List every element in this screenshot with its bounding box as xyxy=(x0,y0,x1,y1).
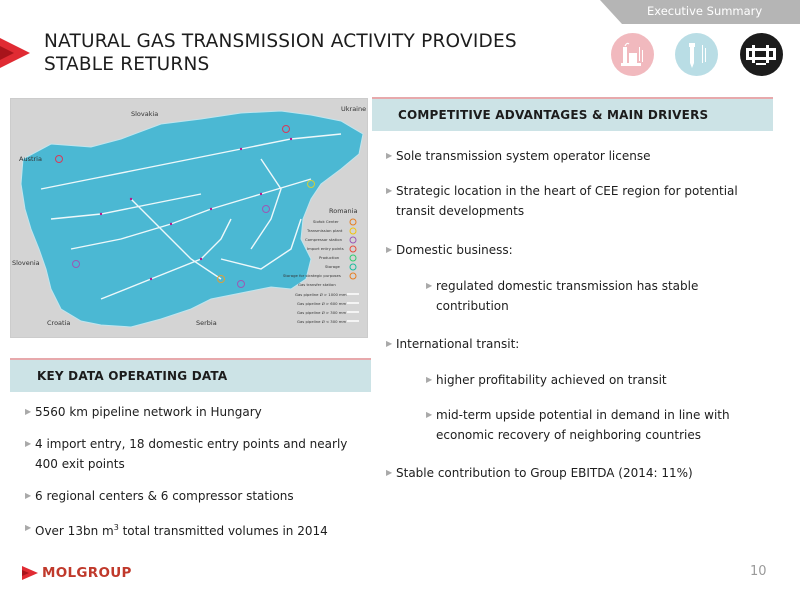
logo-text: MOLGROUP xyxy=(42,565,132,581)
page-title xyxy=(44,30,584,76)
map-label-romania: Romania xyxy=(329,207,358,215)
bullet-arrow-icon: ▶ xyxy=(426,410,433,419)
bullet-arrow-icon: ▶ xyxy=(426,281,433,290)
bullet-arrow-icon: ▶ xyxy=(426,375,433,384)
volumes-superscript: 3 xyxy=(113,523,119,532)
bullet-arrow-icon: ▶ xyxy=(25,439,32,448)
bullet-arrow-icon: ▶ xyxy=(386,339,393,348)
bullet-arrow-icon: ▶ xyxy=(386,468,393,477)
tab-label: Executive Summary xyxy=(647,4,763,18)
legend-item: Gas pipeline Ø > 600 mm xyxy=(297,301,347,306)
legend-item: Storage xyxy=(325,264,340,269)
bullet-arrow-icon: ▶ xyxy=(25,491,32,500)
volumes-text-pre: Over 13bn m xyxy=(35,524,114,538)
title-line-1: NATURAL GAS TRANSMISSION ACTIVITY PROVIDES xyxy=(44,31,517,52)
legend-item: Gas pipeline Ø > 1000 mm xyxy=(295,292,347,297)
legend-item: Transmission plant xyxy=(307,228,343,233)
legend-item: Compressor station xyxy=(305,237,343,242)
map-label-slovenia: Slovenia xyxy=(12,259,40,267)
key-data-header xyxy=(10,358,371,392)
section-heading: COMPETITIVE ADVANTAGES & MAIN DRIVERS xyxy=(398,108,709,122)
bullet-international-transit: ▶ International transit: xyxy=(386,334,776,354)
pipeline-icon[interactable] xyxy=(740,33,783,76)
map-label-croatia: Croatia xyxy=(47,319,71,327)
map-label-serbia: Serbia xyxy=(196,319,217,327)
bullet-higher-profitability: ▶ higher profitability achieved on transit xyxy=(426,370,766,390)
bullet-arrow-icon: ▶ xyxy=(386,186,393,195)
bullet-arrow-icon: ▶ xyxy=(386,151,393,160)
bullet-arrow-icon: ▶ xyxy=(386,245,393,254)
legend-item: Gas transfer station xyxy=(298,282,336,287)
legend-item: Production xyxy=(319,255,340,260)
bullet-midterm-upside: ▶ mid-term upside potential in demand in line with economic recovery of neighboring countries xyxy=(426,405,766,445)
title-line-2: STABLE RETURNS xyxy=(44,54,210,75)
logo-chevron-icon xyxy=(22,564,40,582)
volumes-text-post: total transmitted volumes in 2014 xyxy=(118,524,328,538)
hungary-gas-network-map xyxy=(10,98,368,338)
industry-icon[interactable] xyxy=(611,33,654,76)
brand-chevron-mark xyxy=(0,30,30,76)
bullet-pipeline-network: ▶ 5560 km pipeline network in Hungary xyxy=(25,402,370,422)
bullet-arrow-icon: ▶ xyxy=(25,523,32,532)
legend-item: Storage for strategic purposes xyxy=(283,273,341,278)
page-number: 10 xyxy=(750,564,767,579)
executive-summary-tab[interactable] xyxy=(600,0,800,24)
bullet-regulated-transmission: ▶ regulated domestic transmission has stable contribution xyxy=(426,276,766,316)
bullet-transmitted-volumes xyxy=(25,518,370,541)
dropper-icon[interactable] xyxy=(675,33,718,76)
map-label-austria: Austria xyxy=(19,155,42,163)
competitive-advantages-header xyxy=(372,97,773,131)
bullet-stable-contribution: ▶ Stable contribution to Group EBITDA (2014: 11%) xyxy=(386,463,776,483)
bullet-regional-centers: ▶ 6 regional centers & 6 compressor stations xyxy=(25,486,370,506)
legend-item: Import entry points xyxy=(307,246,344,251)
legend-item: Gas pipeline Ø < 300 mm xyxy=(297,319,347,324)
legend-item: Siofok Center xyxy=(313,219,339,224)
map-label-slovakia: Slovakia xyxy=(131,110,159,118)
bullet-sole-license: ▶ Sole transmission system operator license xyxy=(386,146,776,166)
section-heading: KEY DATA OPERATING DATA xyxy=(37,369,228,383)
bullet-entry-points: ▶ 4 import entry, 18 domestic entry points and nearly 400 exit points xyxy=(25,434,370,474)
molgroup-logo xyxy=(22,564,142,582)
bullet-domestic-business: ▶ Domestic business: xyxy=(386,240,776,260)
legend-item: Gas pipeline Ø > 300 mm xyxy=(297,310,347,315)
bullet-strategic-location: ▶ Strategic location in the heart of CEE region for potential transit developments xyxy=(386,181,772,221)
map-label-ukraine: Ukraine xyxy=(341,105,367,113)
bullet-arrow-icon: ▶ xyxy=(25,407,32,416)
